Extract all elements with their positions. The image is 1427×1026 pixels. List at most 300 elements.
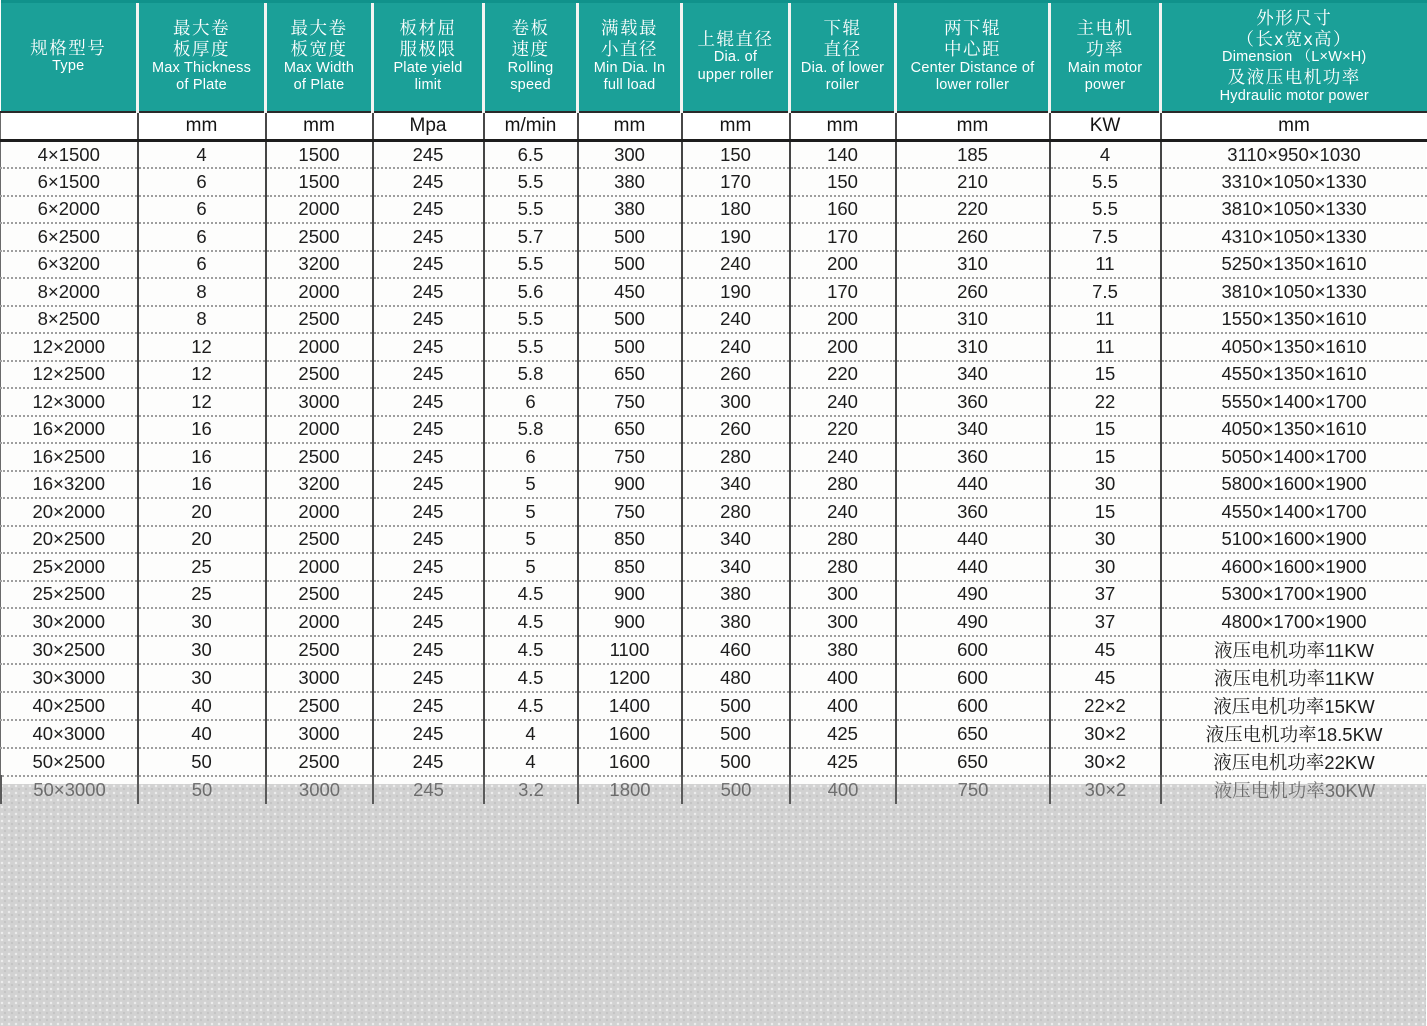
column-header-line: limit: [414, 77, 442, 94]
header-row: [1, 2, 1427, 112]
table-cell: 20: [138, 498, 266, 526]
table-cell: 360: [896, 443, 1050, 471]
table-cell: 4: [138, 141, 266, 169]
table-cell: 30: [1050, 526, 1161, 554]
table-cell: 300: [790, 608, 896, 636]
table-cell: 12×3000: [1, 388, 138, 416]
table-cell: 25×2500: [1, 581, 138, 609]
table-cell: 340: [896, 361, 1050, 389]
table-cell: 6×1500: [1, 168, 138, 196]
column-header-line: upper roller: [697, 67, 774, 84]
table-cell: 3.2: [484, 776, 578, 804]
table-row: [1, 608, 1427, 636]
table-cell: 245: [373, 581, 484, 609]
table-row: [1, 748, 1427, 776]
table-cell: 2000: [266, 333, 373, 361]
column-header-line: Hydraulic motor power: [1219, 87, 1369, 104]
table-row: [1, 306, 1427, 334]
table-cell: 1200: [578, 664, 682, 692]
table-cell: 2500: [266, 223, 373, 251]
table-cell: 16: [138, 416, 266, 444]
table-cell: 3810×1050×1330: [1161, 196, 1427, 224]
table-cell: 1600: [578, 748, 682, 776]
table-cell: 3200: [266, 471, 373, 499]
table-row: [1, 416, 1427, 444]
table-cell: 15: [1050, 361, 1161, 389]
table-cell: 245: [373, 306, 484, 334]
table-cell: 380: [578, 196, 682, 224]
table-cell: 20×2000: [1, 498, 138, 526]
table-cell: 245: [373, 664, 484, 692]
table-cell: 5: [484, 498, 578, 526]
table-cell: 2000: [266, 553, 373, 581]
table-cell: 3810×1050×1330: [1161, 278, 1427, 306]
table-cell: 400: [790, 776, 896, 804]
table-cell: 400: [790, 692, 896, 720]
table-cell: 280: [682, 498, 790, 526]
table-cell: 5.8: [484, 361, 578, 389]
table-cell: 220: [790, 361, 896, 389]
table-cell: 2500: [266, 306, 373, 334]
table-cell: 380: [790, 636, 896, 664]
table-cell: 30: [138, 664, 266, 692]
table-row: [1, 141, 1427, 169]
table-cell: 650: [578, 361, 682, 389]
table-cell: 液压电机功率30KW: [1161, 776, 1427, 804]
table-cell: 7.5: [1050, 278, 1161, 306]
column-header-line: 小直径: [601, 39, 658, 60]
table-cell: 5300×1700×1900: [1161, 581, 1427, 609]
column-header-line: 主电机: [1076, 18, 1134, 39]
table-row: [1, 223, 1427, 251]
table-cell: 425: [790, 748, 896, 776]
table-cell: 2000: [266, 278, 373, 306]
unit-cell: mm: [896, 112, 1050, 141]
table-cell: 2500: [266, 748, 373, 776]
unit-cell: mm: [138, 112, 266, 141]
column-header-line: 功率: [1086, 39, 1124, 60]
table-cell: 460: [682, 636, 790, 664]
table-cell: 2000: [266, 498, 373, 526]
column-header-line: 速度: [511, 39, 550, 60]
table-cell: 380: [682, 608, 790, 636]
partial-row-table: [0, 775, 1427, 804]
table-cell: 6: [138, 196, 266, 224]
table-cell: 3000: [266, 720, 373, 748]
table-cell: 液压电机功率11KW: [1161, 664, 1427, 692]
table-cell: 3000: [266, 388, 373, 416]
table-cell: 260: [682, 416, 790, 444]
table-cell: 液压电机功率11KW: [1161, 636, 1427, 664]
table-cell: 1100: [578, 636, 682, 664]
table-row: [1, 692, 1427, 720]
table-cell: 2500: [266, 692, 373, 720]
table-cell: 340: [682, 471, 790, 499]
table-cell: 30×2: [1050, 720, 1161, 748]
table-cell: 6×2000: [1, 196, 138, 224]
column-header: [896, 2, 1050, 112]
column-header-line: 及液压电机功率: [1227, 67, 1361, 88]
table-cell: 37: [1050, 581, 1161, 609]
table-row: [1, 443, 1427, 471]
table-cell: 6: [138, 168, 266, 196]
column-header-line: 直径: [823, 39, 862, 60]
column-header-line: power: [1084, 77, 1126, 94]
table-cell: 5: [484, 526, 578, 554]
table-cell: 6.5: [484, 141, 578, 169]
table-cell: 4800×1700×1900: [1161, 608, 1427, 636]
column-header: [373, 2, 484, 112]
table-cell: 185: [896, 141, 1050, 169]
column-header-line: Min Dia. In: [593, 59, 666, 76]
table-cell: 2500: [266, 636, 373, 664]
table-cell: 5.5: [484, 168, 578, 196]
table-cell: 11: [1050, 333, 1161, 361]
table-cell: 240: [790, 443, 896, 471]
table-cell: 5.7: [484, 223, 578, 251]
table-cell: 440: [896, 471, 1050, 499]
table-cell: 5: [484, 471, 578, 499]
table-cell: 6: [484, 443, 578, 471]
table-cell: 440: [896, 553, 1050, 581]
table-cell: 液压电机功率18.5KW: [1161, 720, 1427, 748]
bottom-gray-area: [0, 784, 1426, 1026]
table-cell: 260: [896, 278, 1050, 306]
table-cell: 500: [682, 776, 790, 804]
table-cell: 190: [682, 278, 790, 306]
table-cell: 240: [682, 333, 790, 361]
table-cell: 40: [138, 720, 266, 748]
table-cell: 280: [682, 443, 790, 471]
column-header-line: 两下辊: [944, 18, 1001, 39]
table-cell: 30: [138, 636, 266, 664]
column-header-line: Type: [52, 58, 85, 75]
column-header-line: 上辊直径: [697, 28, 774, 49]
table-cell: 650: [896, 748, 1050, 776]
table-cell: 245: [373, 223, 484, 251]
table-cell: 15: [1050, 443, 1161, 471]
table-cell: 45: [1050, 636, 1161, 664]
table-cell: 4310×1050×1330: [1161, 223, 1427, 251]
table-cell: 480: [682, 664, 790, 692]
table-cell: 450: [578, 278, 682, 306]
table-cell: 5.5: [484, 333, 578, 361]
table-cell: 4050×1350×1610: [1161, 416, 1427, 444]
table-cell: 6×3200: [1, 251, 138, 279]
table-cell: 4.5: [484, 636, 578, 664]
column-header-line: Main motor: [1067, 59, 1143, 76]
table-cell: 170: [682, 168, 790, 196]
table-cell: 170: [790, 223, 896, 251]
table-cell: 260: [682, 361, 790, 389]
table-cell: 180: [682, 196, 790, 224]
table-cell: 900: [578, 608, 682, 636]
table-cell: 25×2000: [1, 553, 138, 581]
table-cell: 50: [138, 748, 266, 776]
table-cell: 4550×1350×1610: [1161, 361, 1427, 389]
table-row: [1, 776, 1427, 804]
table-cell: 2500: [266, 443, 373, 471]
table-cell: 245: [373, 333, 484, 361]
table-cell: 380: [682, 581, 790, 609]
table-row: [1, 278, 1427, 306]
table-cell: 45: [1050, 664, 1161, 692]
table-cell: 1550×1350×1610: [1161, 306, 1427, 334]
table-cell: 40×3000: [1, 720, 138, 748]
table-cell: 30×2: [1050, 748, 1161, 776]
table-cell: 245: [373, 278, 484, 306]
table-row: [1, 333, 1427, 361]
table-cell: 210: [896, 168, 1050, 196]
table-cell: 245: [373, 196, 484, 224]
table-cell: 900: [578, 581, 682, 609]
table-cell: 750: [578, 388, 682, 416]
table-cell: 200: [790, 306, 896, 334]
table-cell: 360: [896, 498, 1050, 526]
table-cell: 280: [790, 471, 896, 499]
table-cell: 30×2500: [1, 636, 138, 664]
table-cell: 600: [896, 636, 1050, 664]
table-cell: 850: [578, 526, 682, 554]
table-cell: 2500: [266, 361, 373, 389]
table-cell: 30×3000: [1, 664, 138, 692]
table-cell: 220: [896, 196, 1050, 224]
table-cell: 12×2000: [1, 333, 138, 361]
column-header-line: 板厚度: [173, 39, 230, 60]
table-cell: 5.6: [484, 278, 578, 306]
table-cell: 30×2: [1050, 776, 1161, 804]
column-header-line: 板材屈: [399, 18, 457, 39]
table-cell: 50×3000: [1, 776, 138, 804]
column-header: [1050, 2, 1161, 112]
table-cell: 245: [373, 168, 484, 196]
column-header-line: 服极限: [399, 39, 457, 60]
column-header-line: of Plate: [293, 77, 345, 94]
column-header: [682, 2, 790, 112]
column-header-line: Center Distance of: [910, 59, 1035, 76]
table-cell: 37: [1050, 608, 1161, 636]
table-cell: 4.5: [484, 581, 578, 609]
table-cell: 11: [1050, 251, 1161, 279]
table-cell: 150: [682, 141, 790, 169]
table-cell: 240: [682, 251, 790, 279]
table-cell: 2000: [266, 608, 373, 636]
units-row: [1, 112, 1427, 141]
column-header-line: Max Width: [283, 59, 355, 76]
table-cell: 5800×1600×1900: [1161, 471, 1427, 499]
table-cell: 16×3200: [1, 471, 138, 499]
table-cell: 300: [790, 581, 896, 609]
column-header-line: full load: [603, 77, 656, 94]
column-header-line: 中心距: [944, 39, 1001, 60]
column-header-line: lower roller: [935, 77, 1010, 94]
table-row: [1, 168, 1427, 196]
column-header-line: 外形尺寸: [1256, 8, 1333, 29]
unit-cell: Mpa: [373, 112, 484, 141]
table-cell: 160: [790, 196, 896, 224]
table-cell: 30: [1050, 471, 1161, 499]
table-cell: 15: [1050, 416, 1161, 444]
table-cell: 16×2500: [1, 443, 138, 471]
table-cell: 4×1500: [1, 141, 138, 169]
table-cell: 260: [896, 223, 1050, 251]
column-header-line: 卷板: [511, 18, 550, 39]
table-cell: 500: [578, 333, 682, 361]
table-cell: 300: [578, 141, 682, 169]
table-cell: 3200: [266, 251, 373, 279]
table-row: [1, 471, 1427, 499]
table-cell: 8: [138, 306, 266, 334]
column-header-line: 板宽度: [290, 39, 348, 60]
table-cell: 5.5: [484, 251, 578, 279]
table-cell: 5.5: [484, 306, 578, 334]
table-cell: 15: [1050, 498, 1161, 526]
table-cell: 245: [373, 692, 484, 720]
table-cell: 20: [138, 526, 266, 554]
column-header: [1161, 2, 1427, 112]
table-cell: 30: [1050, 553, 1161, 581]
table-cell: 3110×950×1030: [1161, 141, 1427, 169]
table-cell: 2000: [266, 416, 373, 444]
table-cell: 4: [1050, 141, 1161, 169]
column-header-line: speed: [510, 77, 551, 94]
table-cell: 340: [682, 526, 790, 554]
unit-cell: [1, 112, 138, 141]
column-header-line: Dimension （L×W×H): [1222, 49, 1367, 66]
column-header: [138, 2, 266, 112]
table-cell: 30×2000: [1, 608, 138, 636]
table-cell: 240: [682, 306, 790, 334]
column-header-line: Max Thickness: [151, 59, 252, 76]
table-cell: 4.5: [484, 608, 578, 636]
table-cell: 5100×1600×1900: [1161, 526, 1427, 554]
table-cell: 600: [896, 692, 1050, 720]
table-cell: 850: [578, 553, 682, 581]
table-cell: 190: [682, 223, 790, 251]
column-header: [484, 2, 578, 112]
table-row: [1, 526, 1427, 554]
table-cell: 245: [373, 141, 484, 169]
table-cell: 5.5: [1050, 196, 1161, 224]
table-cell: 200: [790, 251, 896, 279]
table-row: [1, 196, 1427, 224]
table-cell: 280: [790, 526, 896, 554]
table-cell: 750: [578, 498, 682, 526]
table-cell: 22: [1050, 388, 1161, 416]
table-cell: 240: [790, 498, 896, 526]
table-cell: 245: [373, 388, 484, 416]
table-cell: 16: [138, 443, 266, 471]
column-header-line: Dia. of: [713, 49, 758, 66]
table-cell: 500: [682, 720, 790, 748]
unit-cell: mm: [790, 112, 896, 141]
table-cell: 245: [373, 526, 484, 554]
table-cell: 1600: [578, 720, 682, 748]
table-cell: 1400: [578, 692, 682, 720]
column-header-line: 规格型号: [30, 37, 107, 58]
table-cell: 750: [578, 443, 682, 471]
table-cell: 4.5: [484, 664, 578, 692]
table-cell: 2000: [266, 196, 373, 224]
table-cell: 液压电机功率15KW: [1161, 692, 1427, 720]
table-cell: 650: [578, 416, 682, 444]
table-row: [1, 388, 1427, 416]
table-cell: 30: [138, 608, 266, 636]
column-header-line: 满载最: [601, 18, 658, 39]
table-cell: 7.5: [1050, 223, 1161, 251]
table-cell: 25: [138, 581, 266, 609]
table-cell: 245: [373, 776, 484, 804]
table-cell: 245: [373, 608, 484, 636]
table-body: [1, 141, 1427, 776]
table-row: [1, 361, 1427, 389]
table-cell: 245: [373, 636, 484, 664]
column-header-line: roiler: [825, 77, 860, 94]
table-cell: 3000: [266, 664, 373, 692]
table-cell: 750: [896, 776, 1050, 804]
table-cell: 12×2500: [1, 361, 138, 389]
table-cell: 650: [896, 720, 1050, 748]
table-cell: 液压电机功率22KW: [1161, 748, 1427, 776]
table-cell: 280: [790, 553, 896, 581]
table-cell: 11: [1050, 306, 1161, 334]
table-row: [1, 251, 1427, 279]
table-cell: 4.5: [484, 692, 578, 720]
table-cell: 5250×1350×1610: [1161, 251, 1427, 279]
table-cell: 4550×1400×1700: [1161, 498, 1427, 526]
table-cell: 245: [373, 471, 484, 499]
table-cell: 6: [138, 251, 266, 279]
table-cell: 5: [484, 553, 578, 581]
unit-cell: KW: [1050, 112, 1161, 141]
table-cell: 500: [578, 223, 682, 251]
table-cell: 300: [682, 388, 790, 416]
table-row: [1, 581, 1427, 609]
column-header-line: Rolling: [507, 59, 554, 76]
table-cell: 245: [373, 498, 484, 526]
table-cell: 310: [896, 251, 1050, 279]
table-cell: 200: [790, 333, 896, 361]
table-cell: 8: [138, 278, 266, 306]
table-cell: 12: [138, 361, 266, 389]
table-cell: 5.8: [484, 416, 578, 444]
table-cell: 6: [484, 388, 578, 416]
table-cell: 40: [138, 692, 266, 720]
table-cell: 140: [790, 141, 896, 169]
column-header: [578, 2, 682, 112]
table-cell: 6: [138, 223, 266, 251]
table-cell: 380: [578, 168, 682, 196]
table-cell: 490: [896, 581, 1050, 609]
table-cell: 245: [373, 361, 484, 389]
unit-cell: mm: [266, 112, 373, 141]
table-cell: 20×2500: [1, 526, 138, 554]
table-cell: 5550×1400×1700: [1161, 388, 1427, 416]
clipped-partial-row: [0, 775, 1426, 802]
table-cell: 4600×1600×1900: [1161, 553, 1427, 581]
unit-cell: mm: [578, 112, 682, 141]
table-cell: 5.5: [1050, 168, 1161, 196]
table-row: [1, 636, 1427, 664]
table-cell: 245: [373, 416, 484, 444]
column-header: [790, 2, 896, 112]
table-cell: 170: [790, 278, 896, 306]
column-header-line: Plate yield: [393, 59, 463, 76]
unit-cell: mm: [1161, 112, 1427, 141]
table-cell: 245: [373, 553, 484, 581]
table-cell: 340: [896, 416, 1050, 444]
table-cell: 240: [790, 388, 896, 416]
